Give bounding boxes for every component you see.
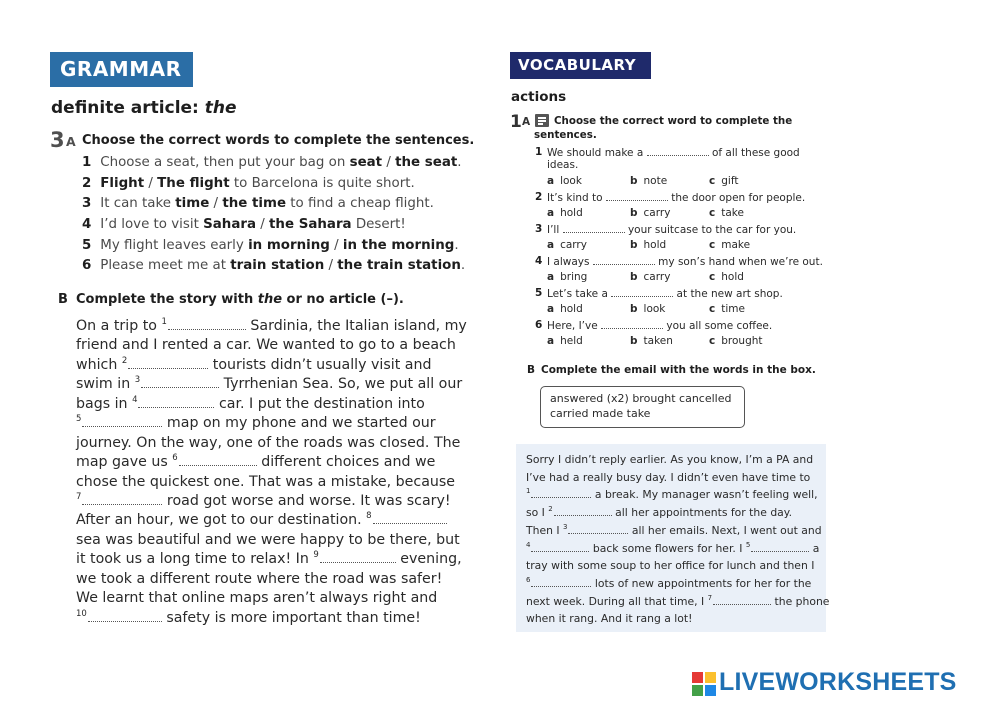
gap-number: 6: [172, 453, 178, 464]
answer-option[interactable]: [630, 175, 667, 187]
vocabulary-banner: [510, 52, 651, 79]
option-letter: a: [547, 335, 555, 347]
story-line: [76, 570, 467, 589]
exercise-3-letter: A: [66, 134, 76, 149]
option-letter: c: [709, 271, 716, 283]
vocabulary-banner-label: VOCABULARY: [518, 56, 637, 74]
option-2[interactable]: the time: [222, 196, 287, 212]
text-segment: held: [560, 335, 583, 347]
text-segment: the phone: [771, 594, 830, 608]
option-letter: b: [630, 239, 638, 251]
answer-option[interactable]: [630, 207, 670, 219]
gap-number: 9: [313, 550, 319, 561]
option-1[interactable]: train station: [230, 258, 325, 274]
text-segment: road got worse and worse. It was scary!: [162, 492, 451, 509]
option-1[interactable]: Sahara: [203, 217, 256, 233]
text-segment: my son’s hand when we’re out.: [654, 256, 823, 268]
word-box-line: carried made take: [550, 407, 651, 420]
story-line: [76, 492, 467, 511]
option-2[interactable]: The flight: [157, 175, 230, 191]
grammar-banner: [50, 52, 193, 87]
text-segment: ideas.: [547, 159, 579, 171]
story-line: [76, 336, 467, 355]
text-segment: look: [643, 303, 666, 315]
text-segment: map on my phone and we started our: [162, 415, 436, 432]
option-1[interactable]: in morning: [248, 237, 330, 253]
email-line: [526, 577, 811, 590]
text-segment: time: [721, 303, 745, 315]
text-segment: car. I put the destination into: [214, 395, 425, 412]
text-segment: the door open for people.: [667, 192, 806, 204]
logo-text: LIVEWORKSHEETS: [719, 668, 957, 696]
item-text: .: [457, 155, 462, 170]
text-segment: hold: [560, 207, 583, 219]
option-letter: a: [547, 303, 555, 315]
vocabulary-subtitle: actions: [511, 89, 567, 105]
item-number: 3: [82, 196, 92, 212]
text-segment: so I: [526, 506, 549, 520]
answer-blank[interactable]: [82, 414, 162, 427]
answer-option[interactable]: [709, 239, 750, 251]
item-number: 2: [82, 175, 92, 191]
item-text: Choose a seat, then put your bag on: [100, 155, 350, 170]
text-segment: After an hour, we got to our destination.: [76, 512, 367, 529]
email-line: [526, 595, 829, 608]
logo-square: [692, 685, 703, 696]
text-segment: carry: [560, 239, 587, 251]
answer-blank[interactable]: [531, 577, 591, 587]
question-number: 3: [535, 223, 543, 235]
item-text: It can take: [100, 196, 176, 212]
answer-blank[interactable]: [179, 453, 257, 466]
exercise-1-instruction-cont: sentences.: [534, 129, 597, 141]
text-segment: Let’s take a: [547, 288, 612, 300]
text-segment: evening,: [395, 551, 462, 568]
exercise-3-item: [82, 256, 465, 277]
text-segment: all her appointments for the day.: [611, 506, 793, 520]
item-text: to Barcelona is quite short.: [229, 175, 415, 191]
answer-blank[interactable]: [88, 609, 162, 622]
text-segment: you all some coffee.: [663, 320, 773, 332]
logo-grid-icon: [692, 672, 716, 696]
answer-blank[interactable]: [141, 375, 219, 388]
text-segment: Here, I’ve: [547, 320, 602, 332]
story-line: [76, 511, 467, 530]
answer-blank[interactable]: [531, 542, 589, 552]
text-segment: carry: [643, 271, 671, 283]
logo-square: [705, 685, 716, 696]
answer-option[interactable]: [630, 239, 666, 251]
vocab-question-line: [535, 319, 773, 332]
text-segment: carry: [643, 207, 671, 219]
vocab-question-line: [535, 287, 783, 300]
question-number: 4: [535, 255, 543, 267]
email-line: [526, 471, 810, 484]
text-segment: We should make a: [547, 147, 647, 159]
text-segment: take: [721, 207, 744, 219]
question-number: 2: [535, 191, 543, 203]
gap-number: 5: [745, 540, 751, 549]
text-segment: On a trip to: [76, 318, 162, 334]
gap-number: 2: [548, 505, 553, 514]
text-segment: I’ll: [547, 224, 563, 236]
exercise-3b-letter: B: [58, 292, 68, 307]
vocab-question-line: [535, 255, 823, 268]
answer-blank[interactable]: [531, 488, 591, 498]
option-letter: c: [709, 335, 716, 347]
gap-number: 4: [526, 540, 531, 549]
email-line: [526, 524, 822, 537]
option-2[interactable]: in the morning: [342, 237, 455, 253]
exercise-3-item: [82, 153, 465, 174]
item-text: I’d love to visit: [100, 217, 204, 233]
option-1[interactable]: seat: [349, 155, 383, 170]
answer-option[interactable]: [709, 207, 744, 219]
instruction-text: or no article (–).: [282, 292, 404, 307]
email-line: [526, 506, 792, 519]
option-2[interactable]: the Sahara: [269, 217, 352, 233]
email-line: [526, 488, 818, 501]
instruction-text: Complete the story with: [76, 292, 258, 307]
answer-option[interactable]: [547, 207, 583, 219]
question-number: 5: [535, 287, 543, 299]
text-segment: taken: [643, 335, 673, 347]
text-segment: map gave us: [76, 454, 173, 471]
answer-blank[interactable]: [82, 492, 162, 505]
exercise-3-item: [82, 174, 465, 195]
text-segment: make: [721, 239, 751, 251]
text-segment: when it rang. And it rang a lot!: [526, 612, 693, 626]
answer-blank[interactable]: [713, 595, 771, 605]
option-1[interactable]: Flight: [100, 175, 145, 191]
logo-square: [692, 672, 703, 683]
vocab-question-line: [535, 146, 800, 159]
exercise-1-instruction: Choose the correct word to complete the: [554, 115, 793, 127]
question-number: 6: [535, 319, 543, 331]
option-1[interactable]: time: [175, 196, 210, 212]
story-line: [76, 473, 467, 492]
word-box-line: answered (x2) brought cancelled: [550, 392, 732, 405]
text-segment: hold: [721, 271, 744, 283]
email-line: [526, 559, 814, 572]
email-text: [516, 444, 830, 632]
worksheet-icon: [535, 114, 549, 127]
item-number: 5: [82, 237, 92, 253]
answer-blank[interactable]: [168, 317, 246, 330]
text-segment: safety is more important than time!: [161, 609, 421, 626]
text-segment: hold: [560, 303, 583, 315]
text-segment: which: [76, 356, 122, 373]
answer-option[interactable]: [709, 303, 745, 315]
exercise-3-instruction: Choose the correct words to complete the sentences.: [82, 133, 475, 148]
text-segment: sea was beautiful and we were happy to be there, but: [76, 531, 460, 548]
text-segment: I always: [547, 256, 593, 268]
exercise-3-list: [82, 153, 465, 277]
answer-blank[interactable]: [563, 223, 625, 233]
answer-blank[interactable]: [606, 191, 668, 201]
story-line: [76, 550, 467, 569]
vocab-question-line: [535, 191, 806, 204]
story-line: [76, 434, 467, 453]
answer-option[interactable]: [709, 271, 744, 283]
text-segment: different choices and we: [256, 454, 436, 471]
text-segment: bags in: [76, 395, 133, 412]
story-line: [76, 589, 467, 608]
text-segment: hold: [643, 239, 667, 251]
gap-number: 1: [161, 317, 167, 327]
grammar-banner-label: GRAMMAR: [60, 57, 182, 81]
gap-number: 1: [526, 487, 531, 496]
item-number: 4: [82, 217, 92, 233]
instruction-word: the: [257, 292, 283, 307]
gap-number: 4: [132, 394, 138, 405]
item-text: to find a cheap flight.: [286, 196, 434, 212]
grammar-subtitle-word: the: [204, 98, 237, 118]
story-line: [76, 375, 467, 394]
gap-number: 7: [76, 491, 82, 502]
word-box: [540, 386, 745, 428]
question-number: 1: [535, 146, 543, 158]
option-letter: c: [709, 303, 716, 315]
answer-option[interactable]: [547, 303, 583, 315]
item-number: 1: [82, 155, 92, 170]
option-letter: c: [709, 207, 716, 219]
option-2[interactable]: the seat: [395, 155, 458, 170]
item-text: Desert!: [351, 217, 406, 233]
answer-option[interactable]: [709, 175, 738, 187]
text-segment: of all these good: [708, 147, 800, 159]
text-segment: Sardinia, the Italian island, my: [245, 318, 467, 334]
story-text: [76, 317, 467, 628]
vocab-question-line: [535, 223, 797, 236]
exercise-3-item: [82, 215, 465, 236]
text-segment: We learnt that online maps aren’t always right and: [76, 590, 438, 607]
text-segment: Then I: [526, 523, 563, 537]
answer-option[interactable]: [630, 335, 673, 347]
gap-number: 7: [707, 593, 713, 602]
story-line: [76, 414, 467, 433]
text-segment: note: [643, 175, 668, 187]
option-letter: a: [547, 271, 555, 283]
option-letter: a: [547, 207, 555, 219]
text-segment: all her emails. Next, I went out and: [628, 523, 822, 537]
option-letter: b: [630, 335, 638, 347]
story-line: [76, 356, 467, 375]
gap-number: 3: [134, 375, 141, 386]
email-line: [526, 612, 692, 625]
text-segment: brought: [721, 335, 763, 347]
item-text: My flight leaves early: [100, 237, 249, 253]
option-letter: a: [547, 175, 555, 187]
option-letter: a: [547, 239, 555, 251]
text-segment: chose the quickest one. That was a mistake, because: [76, 473, 455, 490]
gap-number: 5: [76, 414, 82, 425]
answer-option[interactable]: [709, 335, 763, 347]
option-separator: /: [209, 196, 223, 212]
exercise-1b-instruction: Complete the email with the words in the box.: [541, 364, 816, 376]
exercise-3b-instruction: [76, 292, 404, 307]
grammar-subtitle: [51, 98, 237, 118]
item-text: .: [454, 237, 459, 253]
exercise-3-item: [82, 236, 465, 257]
answer-option[interactable]: [547, 239, 587, 251]
text-segment: next week. During all that time, I: [526, 594, 708, 608]
answer-blank[interactable]: [593, 255, 655, 265]
option-letter: b: [630, 303, 638, 315]
story-line: [76, 317, 467, 336]
option-letter: b: [630, 207, 638, 219]
exercise-1b-letter: B: [527, 364, 536, 376]
email-line: [526, 453, 813, 466]
option-letter: b: [630, 271, 638, 283]
answer-blank[interactable]: [647, 146, 709, 156]
text-segment: It’s kind to: [547, 192, 606, 204]
exercise-1-letter: A: [522, 116, 531, 128]
story-line: [76, 395, 467, 414]
gap-number: 10: [76, 608, 87, 619]
vocab-question-line: [547, 159, 578, 171]
answer-blank[interactable]: [554, 506, 612, 516]
text-segment: a: [809, 541, 820, 555]
option-separator: /: [324, 258, 338, 274]
answer-option[interactable]: [630, 271, 670, 283]
text-segment: it took us a long time to relax! In: [76, 551, 314, 568]
option-separator: /: [144, 175, 158, 191]
option-letter: c: [709, 175, 716, 187]
item-number: 6: [82, 258, 92, 274]
answer-blank[interactable]: [138, 395, 214, 408]
text-segment: journey. On the way, one of the roads was closed. The: [76, 434, 461, 451]
exercise-3-item: [82, 194, 465, 215]
grammar-subtitle-text: definite article:: [51, 98, 199, 118]
option-separator: /: [382, 155, 396, 170]
option-letter: b: [630, 175, 638, 187]
story-line: [76, 453, 467, 472]
answer-blank[interactable]: [128, 356, 208, 369]
text-segment: swim in: [76, 376, 135, 393]
text-segment: Sorry I didn’t reply earlier. As you know, I’m a PA and: [526, 453, 814, 466]
text-segment: tourists didn’t usually visit and: [208, 356, 432, 373]
gap-number: 2: [121, 355, 128, 366]
option-letter: c: [709, 239, 716, 251]
story-line: [76, 609, 467, 628]
story-line: [76, 531, 467, 550]
exercise-1-number: 1: [510, 112, 522, 132]
answer-blank[interactable]: [611, 287, 673, 297]
text-segment: we took a different route where the road was safer!: [76, 570, 443, 587]
gap-number: 6: [526, 575, 531, 584]
gap-number: 8: [366, 511, 372, 522]
answer-option[interactable]: [547, 271, 587, 283]
email-line: [526, 542, 819, 555]
text-segment: tray with some soup to her office for lunch and then I: [526, 559, 815, 573]
text-segment: back some flowers for her. I: [589, 541, 746, 555]
answer-option[interactable]: [547, 335, 583, 347]
text-segment: I’ve had a really busy day. I didn’t even have time to: [526, 470, 811, 484]
answer-blank[interactable]: [373, 511, 447, 524]
text-segment: look: [560, 175, 582, 187]
text-segment: a break. My manager wasn’t feeling well,: [591, 488, 818, 502]
text-segment: bring: [560, 271, 588, 283]
gap-number: 3: [562, 522, 568, 531]
answer-option[interactable]: [630, 303, 665, 315]
answer-blank[interactable]: [751, 542, 809, 552]
answer-blank[interactable]: [568, 524, 628, 534]
option-separator: /: [329, 237, 343, 253]
option-2[interactable]: the train station: [337, 258, 461, 274]
text-segment: lots of new appointments for her for the: [591, 576, 812, 590]
answer-blank[interactable]: [320, 550, 396, 563]
text-segment: friend and I rented a car. We wanted to go to a beach: [76, 337, 456, 354]
item-text: Please meet me at: [100, 258, 231, 274]
text-segment: gift: [721, 175, 739, 187]
answer-blank[interactable]: [601, 319, 663, 329]
item-text: .: [460, 258, 466, 274]
logo-square: [705, 672, 716, 683]
exercise-3-number: 3: [50, 128, 65, 152]
text-segment: at the new art shop.: [673, 288, 783, 300]
text-segment: Tyrrhenian Sea. So, we put all our: [219, 376, 463, 393]
option-separator: /: [256, 217, 270, 233]
text-segment: your suitcase to the car for you.: [624, 224, 797, 236]
answer-option[interactable]: [547, 175, 582, 187]
